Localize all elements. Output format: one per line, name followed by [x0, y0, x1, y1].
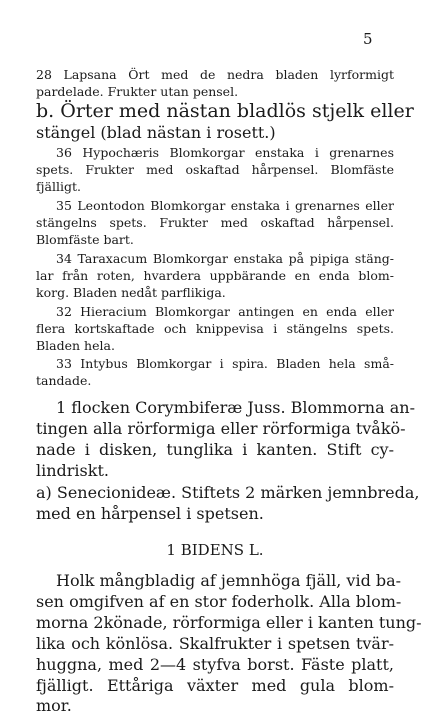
- text-line: sen omgifven af en stor foderholk. Alla blom-: [36, 592, 402, 611]
- text-line: flera kortskaftade och knippevisa i stängelns spets.: [36, 321, 394, 336]
- text-line: 28 Lapsana Ört med de nedra bladen lyrformigt: [36, 67, 394, 82]
- text-line: med en hårpensel i spetsen.: [36, 504, 264, 523]
- text-line: stängelns spets. Frukter med oskaftad hårpensel.: [36, 215, 394, 230]
- text-line: a) Senecionideæ. Stiftets 2 märken jemnbreda,: [36, 483, 420, 502]
- text-line: pardelade. Frukter utan pensel.: [36, 84, 239, 99]
- text-line: 1 flocken Corymbiferæ Juss. Blommorna an-: [56, 398, 415, 417]
- text-line: lar från roten, hvardera uppbärande en enda blom-: [36, 268, 394, 283]
- text-line: Blomfäste bart.: [36, 232, 134, 247]
- text-line: fjälligt.: [36, 179, 81, 194]
- text-line: huggna, med 2—4 styfva borst. Fäste platt,: [36, 655, 394, 674]
- text-line: 36 Hypochæris Blomkorgar enstaka i grenarnes: [56, 145, 394, 160]
- text-line: lindriskt.: [36, 461, 109, 480]
- page-number: 5: [363, 30, 373, 48]
- text-line: fjälligt. Ettåriga växter med gula blom-: [36, 676, 394, 695]
- text-line: mor.: [36, 696, 72, 715]
- text-line: morna 2könade, rörformiga eller i kanten tung-: [36, 613, 422, 632]
- text-line: Holk mångbladig af jemnhöga fjäll, vid ba-: [56, 571, 402, 590]
- section-heading: b. Örter med nästan bladlös stjelk eller: [36, 100, 414, 122]
- text-line: 32 Hieracium Blomkorgar antingen en enda eller: [56, 304, 394, 319]
- text-line: 34 Taraxacum Blomkorgar enstaka på pipiga stäng-: [56, 251, 394, 266]
- text-line: korg. Bladen nedåt parflikiga.: [36, 285, 226, 300]
- text-line: tandade.: [36, 373, 92, 388]
- section-heading: stängel (blad nästan i rosett.): [36, 123, 276, 142]
- genus-heading: 1 BIDENS L.: [166, 541, 264, 559]
- text-line: spets. Frukter med oskaftad hårpensel. Blomfäste: [36, 162, 394, 177]
- text-line: 35 Leontodon Blomkorgar enstaka i grenarnes eller: [56, 198, 394, 213]
- text-line: lika och könlösa. Skalfrukter i spetsen tvär-: [36, 634, 394, 653]
- text-line: Bladen hela.: [36, 338, 115, 353]
- text-line: nade i disken, tunglika i kanten. Stift cy-: [36, 440, 394, 459]
- text-line: tingen alla rörformiga eller rörformiga tvåkö-: [36, 419, 406, 438]
- text-line: 33 Intybus Blomkorgar i spira. Bladen hela små-: [56, 356, 394, 371]
